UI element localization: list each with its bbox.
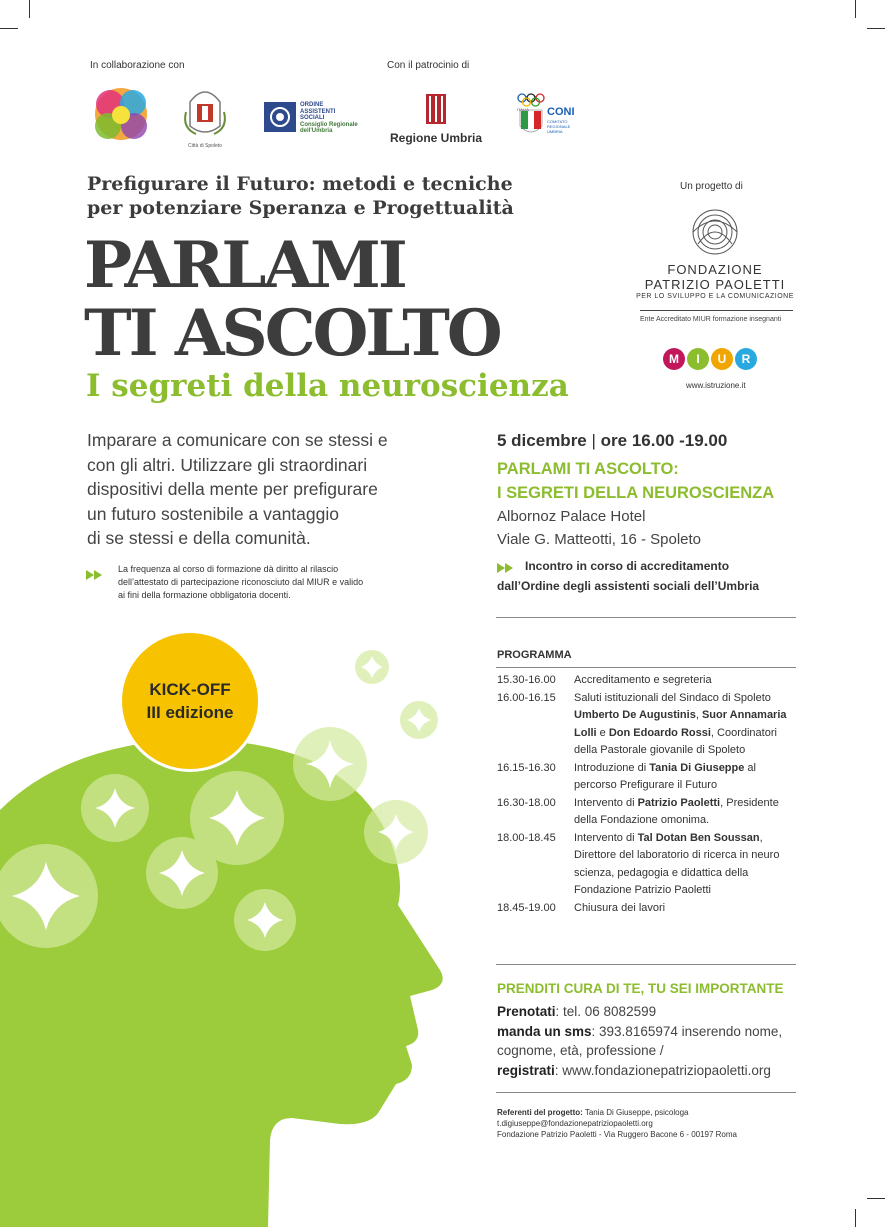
collab-label: In collaborazione con [90, 60, 185, 71]
divider [496, 1092, 796, 1093]
crop-mark [855, 0, 856, 18]
crop-mark [0, 28, 18, 29]
speaker-name: Tal Dotan Ben Soussan [637, 831, 760, 844]
intro-line: Imparare a comunicare con se stessi e [87, 430, 388, 450]
tagline: I segreti della neuroscienza [86, 368, 569, 404]
desc-text: , Presidente della Fondazione omonima. [574, 796, 779, 826]
accreditation-line: dall’Ordine degli assistenti sociali dell’Umbria [497, 579, 760, 593]
desc-text: Intervento di [574, 831, 638, 844]
footer-ref-label: Referenti del progetto: [497, 1108, 583, 1117]
crop-mark [855, 1209, 856, 1227]
intro-note [118, 563, 363, 602]
subtitle [87, 172, 514, 220]
program-heading: PROGRAMMA [497, 649, 572, 661]
ordine-logo [264, 102, 374, 138]
registrati-label: registrati [497, 1062, 555, 1078]
registrati-link[interactable]: : www.fondazionepatriziopaoletti.org [554, 1062, 771, 1078]
footer-ref-value: Tania Di Giuseppe, psicologa [582, 1108, 689, 1117]
footer-address: Fondazione Patrizio Paoletti - Via Ruggero Bacone 6 - 00197 Roma [497, 1130, 737, 1139]
event-datetime [497, 431, 727, 451]
program-row [497, 672, 797, 690]
program-row [497, 690, 797, 760]
crop-mark [867, 28, 885, 29]
program-desc [574, 830, 797, 900]
speaker-name: Patrizio Paoletti [637, 796, 721, 809]
event-address: Viale G. Matteotti, 16 - Spoleto [497, 531, 702, 548]
title-line: TI ASCOLTO [84, 296, 500, 371]
event-venue: Albornoz Palace Hotel [497, 508, 646, 525]
event-location [497, 505, 701, 551]
program-row [497, 830, 797, 900]
crop-mark [29, 0, 30, 18]
intro-line: con gli altri. Utilizzare gli straordinari [87, 454, 368, 475]
coni-sub: COMITATO REGIONALE UMBRIA [547, 119, 571, 134]
miur-letter: R [735, 348, 757, 370]
program-time: 18.45-19.00 [497, 901, 556, 914]
booking-details [497, 1002, 782, 1080]
event-separator: | [591, 431, 596, 450]
ordine-text: SOCIALI [300, 115, 325, 121]
accredited-label: Ente Accreditato MIUR formazione insegnanti [640, 316, 782, 323]
desc-text: , [695, 709, 702, 721]
program-time: 16.30-18.00 [497, 796, 556, 809]
intro-line: di se stessi e della comunità. [87, 528, 311, 548]
desc-text: , Direttore del laboratorio di ricerca in neuro scienza, pedagogia e didattica della Fondazione Patrizio Paoletti [574, 831, 780, 896]
double-arrow-icon [86, 566, 102, 584]
ordine-text: dell'Umbria [300, 128, 333, 134]
foundation-line: PATRIZIO PAOLETTI [644, 277, 786, 292]
program-table [497, 672, 797, 917]
sms-label: manda un sms [497, 1023, 592, 1039]
ordine-text: ASSISTENTI [300, 108, 336, 115]
regione-umbria-logo [384, 94, 488, 144]
sms-value[interactable]: : 393.8165974 inserendo nome, [591, 1023, 783, 1039]
program-row [497, 760, 797, 795]
desc-text: , Coordinatori della Pastorale giovanile di Spoleto [574, 726, 777, 756]
badge-line: III edizione [146, 703, 234, 722]
event-accreditation [497, 556, 759, 596]
miur-url: www.istruzione.it [686, 381, 746, 390]
note-line: La frequenza al corso di formazione dà diritto al rilascio [118, 564, 339, 574]
project-label: Un progetto di [680, 181, 743, 192]
ordine-text: Consiglio Regionale [300, 121, 358, 128]
miur-letter: U [711, 348, 733, 370]
speaker-name: Don Edoardo Rossi [608, 726, 711, 739]
desc-text: e [596, 726, 609, 739]
speaker-name: Suor Annamaria Lolli [574, 709, 787, 739]
event-title [497, 457, 774, 505]
event-time: ore 16.00 -19.00 [600, 431, 728, 450]
event-title-line: I SEGRETI DELLA NEUROSCIENZA [497, 484, 775, 502]
spoleto-caption: Città di Spoleto [188, 143, 222, 149]
booking-heading: PRENDITI CURA DI TE, TU SEI IMPORTANTE [497, 981, 784, 996]
program-time: 15.30-16.00 [497, 674, 556, 686]
divider [496, 617, 796, 618]
prenotati-value[interactable]: : tel. 06 8082599 [555, 1004, 657, 1019]
desc-text: Saluti istituzionali del Sindaco di Spoleto [574, 691, 771, 704]
miur-letter: M [663, 348, 685, 370]
divider [640, 310, 793, 311]
event-title-line: PARLAMI TI ASCOLTO: [497, 460, 679, 478]
regione-label: Regione Umbria [389, 131, 482, 145]
accreditation-line: Incontro in corso di accreditamento [525, 559, 730, 573]
program-time: 18.00-18.45 [497, 831, 556, 844]
note-line: dell’attestato di partecipazione riconosciuto dal MIUR e valido [118, 577, 364, 587]
speaker-name: Tania Di Giuseppe [649, 761, 745, 774]
desc-text: Intervento di [574, 796, 638, 809]
coni-italia: ITALIA [517, 107, 529, 112]
sms-value-cont: cognome, età, professione / [497, 1043, 664, 1058]
intro-line: dispositivi della mente per prefigurare [87, 479, 378, 499]
divider [496, 964, 796, 965]
program-row [497, 900, 797, 918]
program-desc: Chiusura dei lavori [574, 901, 666, 914]
foundation-sub: PER LO SVILUPPO E LA COMUNICAZIONE [636, 293, 794, 300]
desc-text: al percorso Prefigurare il Futuro [574, 761, 756, 791]
program-desc [574, 690, 797, 760]
program-desc [574, 795, 797, 830]
divider [496, 667, 796, 668]
crop-mark [867, 1198, 885, 1199]
foundation-name [630, 262, 800, 300]
prenotati-label: Prenotati [497, 1004, 556, 1019]
footer-email[interactable]: t.digiuseppe@fondazionepatriziopaoletti.org [497, 1119, 653, 1128]
foundation-line: FONDAZIONE [667, 262, 763, 277]
speaker-name: Umberto De Augustinis [574, 709, 696, 721]
kickoff-badge [119, 630, 261, 772]
program-desc: Accreditamento e segreteria [574, 674, 712, 686]
program-time: 16.15-16.30 [497, 761, 556, 774]
miur-letter: I [687, 348, 709, 370]
program-time: 16.00-16.15 [497, 691, 556, 704]
subtitle-line: Prefigurare il Futuro: metodi e tecniche [87, 173, 513, 195]
patronage-label: Con il patrocinio di [387, 60, 470, 71]
intro-line: un futuro sostenibile a vantaggio [87, 503, 339, 524]
intro-text [87, 428, 388, 551]
title-line: PARLAMI [84, 228, 405, 303]
page-title [84, 228, 500, 371]
ordine-text: ORDINE [300, 102, 324, 108]
footer [497, 1107, 737, 1140]
spoleto-logo [182, 82, 228, 152]
coni-label: CONI [547, 106, 575, 118]
program-row [497, 795, 797, 830]
desc-text: Introduzione di [574, 761, 650, 774]
event-date: 5 dicembre [497, 431, 587, 450]
hands-logo [88, 78, 154, 150]
program-desc [574, 760, 797, 795]
coni-logo [516, 92, 582, 140]
subtitle-line: per potenziare Speranza e Progettualità [87, 197, 514, 219]
miur-logo [663, 348, 763, 378]
badge-line: KICK-OFF [149, 680, 231, 699]
note-line: ai fini della formazione obbligatoria docenti. [118, 590, 291, 600]
foundation-emblem-icon [688, 206, 742, 258]
